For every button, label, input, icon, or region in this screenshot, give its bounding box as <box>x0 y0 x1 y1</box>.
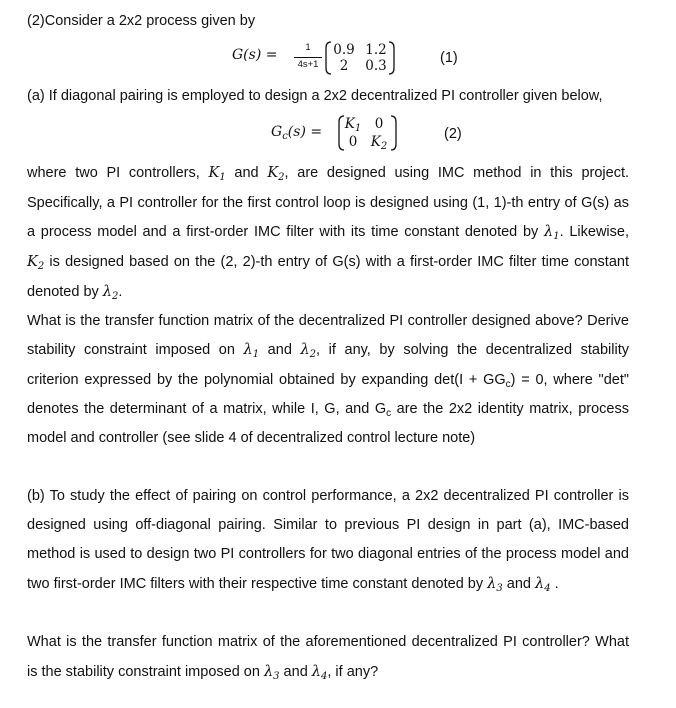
eq2-number: (2) <box>444 126 462 142</box>
part-a-paragraph-1-line-2: Specifically, a PI controller for the first control loop is designed using (1, 1)-th entry of G(s) as <box>27 195 629 211</box>
eq1-lhs: G(s) = <box>232 47 278 63</box>
part-a-paragraph-2-line-3: criterion expressed by the polynomial obtained by expanding $\det(I + GG_c) = 0$, where "det" <box>27 372 630 390</box>
part-a-paragraph-2-line-4: denotes the determinant of a matrix, while I, G, and $G_c$ are the 2x2 identity matrix, process <box>27 401 629 419</box>
eq1-matrix-cell: 1.2 <box>365 42 387 58</box>
part-b-paragraph-1-line-1: (b) To study the effect of pairing on control performance, a 2x2 decentralized PI controller is <box>27 488 629 504</box>
question-intro: (2)Consider a 2x2 process given by <box>27 13 256 29</box>
eq2-lhs: $G_c(s)$ = <box>271 124 323 142</box>
eq1-number: (1) <box>440 50 458 66</box>
part-a-paragraph-2-line-1: What is the transfer function matrix of the decentralized PI controller designed above? Derive <box>27 313 629 329</box>
part-a-intro: (a) If diagonal pairing is employed to design a 2x2 decentralized PI controller given below, <box>27 88 603 104</box>
part-a-paragraph-1-line-3: a process model and a first-order IMC filter with its time constant denoted by $\lambda_1$. Likewise, <box>27 224 629 242</box>
part-b-paragraph-1-line-4: two first-order IMC filters with their respective time constant denoted by $\lambda_3$ and $\lambda_4$ . <box>27 576 559 594</box>
part-a-paragraph-2-line-2: stability constraint imposed on $\lambda_1$ and $\lambda_2$, if any, by solving the decentralized stability <box>27 342 629 360</box>
eq1-fraction-bar <box>294 57 322 58</box>
part-b-paragraph-2-line-1: What is the transfer function matrix of the aforementioned decentralized PI controller? What <box>27 634 629 650</box>
part-b-paragraph-1-line-2: designed using off-diagonal pairing. Similar to previous PI design in part (a), IMC-based <box>27 517 629 533</box>
part-a-paragraph-1-line-4: $K_2$ is designed based on the (2, 2)-th entry of G(s) with a first-order IMC filter time constant <box>27 254 629 272</box>
eq2-matrix-cell: 0 <box>374 116 384 132</box>
eq1-right-bracket <box>387 40 397 76</box>
eq2-matrix-cell-k2: $K_2$ <box>370 134 388 152</box>
eq2-matrix-cell-k1: $K_1$ <box>344 116 362 134</box>
eq1-fraction-denominator: 4s+1 <box>297 59 319 70</box>
part-b-paragraph-1-line-3: method is used to design two PI controllers for two diagonal entries of the process model and <box>27 546 629 562</box>
part-a-paragraph-1-line-1: where two PI controllers, $K_1$ and $K_2$, are designed using IMC method in this project. <box>27 165 630 183</box>
eq1-matrix-cell: 2 <box>339 58 349 74</box>
eq2-right-bracket <box>389 114 399 152</box>
eq2-matrix-cell: 0 <box>348 134 358 150</box>
eq1-matrix-cell: 0.9 <box>333 42 355 58</box>
part-a-paragraph-1-line-5: denoted by $\lambda_2$. <box>27 284 123 302</box>
part-a-paragraph-2-line-5: model and controller (see slide 4 of decentralized control lecture note) <box>27 430 476 446</box>
eq1-matrix-cell: 0.3 <box>365 58 387 74</box>
eq1-fraction-numerator: 1 <box>305 42 311 53</box>
part-b-paragraph-2-line-2: is the stability constraint imposed on $\lambda_3$ and $\lambda_4$, if any? <box>27 664 379 682</box>
